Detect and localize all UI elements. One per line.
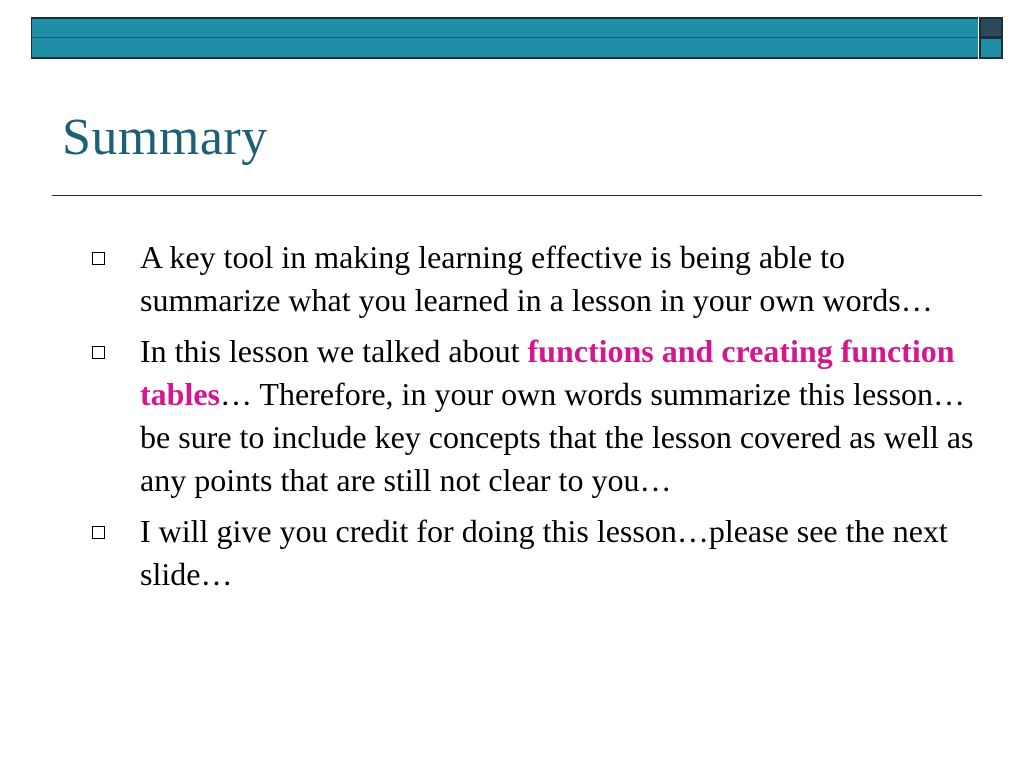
slide-title: Summary: [62, 109, 268, 166]
bullet-1-text: A key tool in making learning effective is being able to summarize what you learned in a lesson in your own words…: [140, 239, 933, 318]
bullet-2-text-before: In this lesson we talked about: [140, 333, 528, 369]
header-bar-divider: [32, 37, 978, 38]
title-underline-rule: [52, 195, 982, 196]
bullet-2-text-after: … Therefore, in your own words summarize this lesson…be sure to include key concepts that the lesson covered as well as any points that are still not clear to you…: [140, 376, 974, 498]
header-decorative-bar: [31, 17, 978, 59]
bullet-item-2: [88, 330, 988, 502]
bullet-3-text: I will give you credit for doing this lesson…please see the next slide…: [140, 513, 948, 592]
bullet-2-highlight: functions and creating function tables: [140, 333, 955, 412]
corner-block-light: [979, 38, 1003, 59]
hollow-square-icon: [92, 346, 105, 359]
hollow-square-icon: [92, 526, 105, 539]
bullet-item-3: [88, 510, 988, 596]
bullet-item-1: [88, 236, 988, 322]
bullet-list: [88, 236, 988, 604]
hollow-square-icon: [92, 252, 105, 265]
corner-block-dark: [979, 17, 1003, 38]
